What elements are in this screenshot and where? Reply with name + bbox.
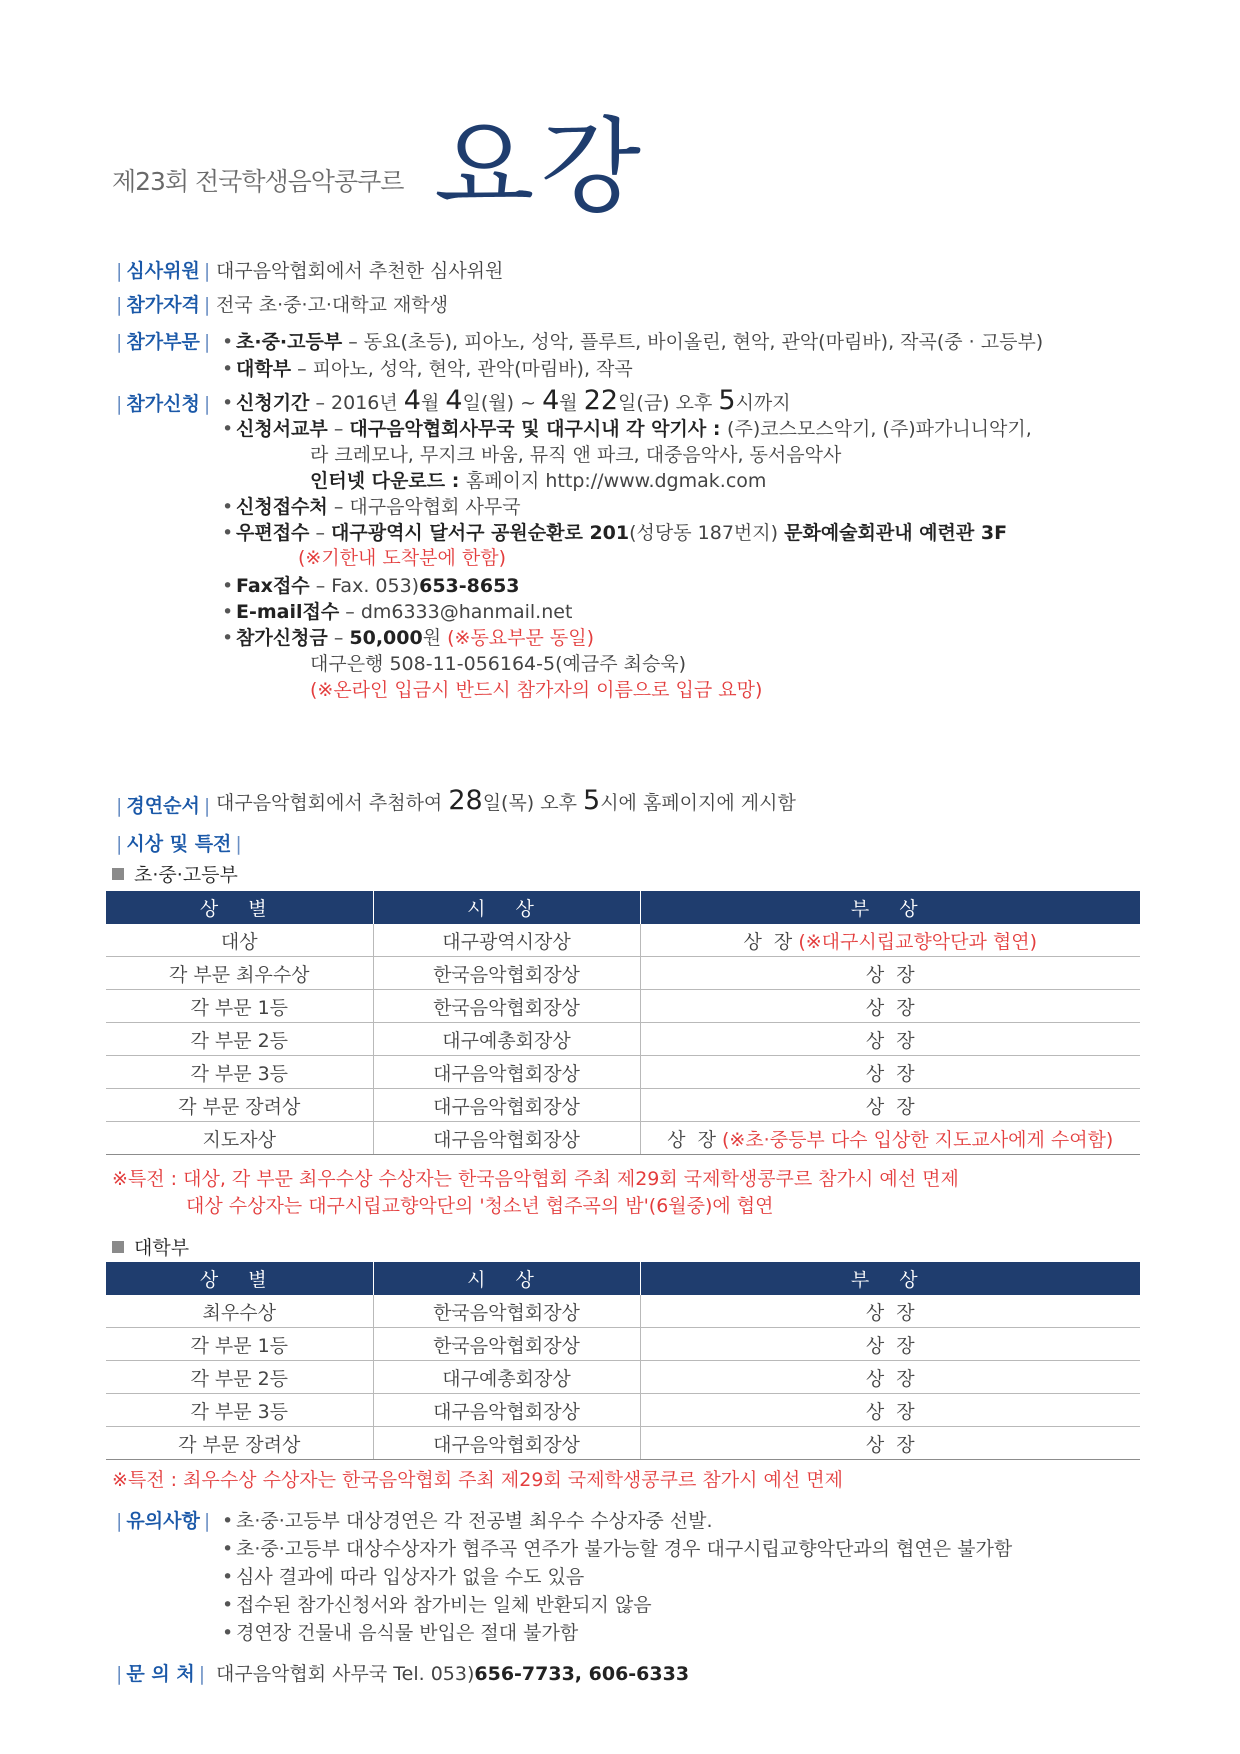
section-label: | 심사위원 | <box>116 260 211 282</box>
judges-value: 대구음악협회에서 추천한 심사위원 <box>216 260 504 282</box>
application-post: • 우편접수 – 대구광역시 달서구 공원순환로 201(성당동 187번지) 문화예술회관내 예련관 3F <box>222 522 1008 544</box>
university-group-title: 대학부 <box>112 1233 189 1260</box>
section-label: | 참가신청 | <box>116 393 211 415</box>
header-giver: 시 상 <box>373 1262 640 1295</box>
contact-value: 대구음악협회 사무국 Tel. 053)656-7733, 606-6333 <box>216 1663 690 1685</box>
section-label: | 유의사항 | <box>116 1510 211 1532</box>
header-giver: 시 상 <box>373 891 640 924</box>
division-item: • 대학부 – 피아노, 성악, 현악, 관악(마림바), 작곡 <box>222 358 633 380</box>
school-awards-table <box>106 891 1140 1155</box>
application-fax: • Fax접수 – Fax. 053)653-8653 <box>222 575 520 597</box>
table-header-row <box>106 891 1140 924</box>
bullet-icon: • <box>222 601 234 623</box>
section-label: | 참가부문 | <box>116 331 211 353</box>
application-forms-download: 인터넷 다운로드 : 홈페이지 http://www.dgmak.com <box>310 470 767 492</box>
section-label: | 문 의 처 | <box>116 1663 206 1685</box>
application-office: • 신청접수처 – 대구음악협회 사무국 <box>222 496 521 518</box>
application-period: • 신청기간 – 2016년 4월 4일(월) ~ 4월 22일(금) 오후 5시까지 <box>222 385 791 416</box>
table-row: 각 부문 최우수상 한국음악협회장상 상 장 <box>106 957 1140 990</box>
table-row: 각 부문 2등 대구예총회장상 상 장 <box>106 1023 1140 1056</box>
university-awards-table <box>106 1262 1140 1460</box>
table-row: 각 부문 3등 대구음악협회장상 상 장 <box>106 1394 1140 1427</box>
application-forms: • 신청서교부 – 대구음악협회사무국 및 대구시내 각 악기사 : (주)코스모스악기, (주)파가니니악기, <box>222 418 1032 440</box>
title-subtitle: 제23회 전국학생음악콩쿠르 <box>112 167 404 196</box>
notice-item: • 접수된 참가신청서와 참가비는 일체 반환되지 않음 <box>222 1594 652 1616</box>
header-award: 상 별 <box>106 891 373 924</box>
application-post-note: (※기한내 도착분에 한함) <box>298 547 507 569</box>
bullet-icon: • <box>222 1594 234 1616</box>
school-benefit-note-1: ※특전 : 대상, 각 부문 최우수상 수상자는 한국음악협회 주최 제29회 국제학생콩쿠르 참가시 예선 면제 <box>112 1168 959 1190</box>
table-row: 각 부문 1등 한국음악협회장상 상 장 <box>106 1328 1140 1361</box>
table-header-row <box>106 1262 1140 1295</box>
bullet-icon: • <box>222 1510 234 1532</box>
square-icon <box>112 868 124 880</box>
bullet-icon: • <box>222 627 234 649</box>
bullet-icon: • <box>222 331 234 353</box>
application-email: • E-mail접수 – dm6333@hanmail.net <box>222 601 573 623</box>
table-row: 각 부문 2등 대구예총회장상 상 장 <box>106 1361 1140 1394</box>
header-award: 상 별 <box>106 1262 373 1295</box>
application-forms-shops: 라 크레모나, 무지크 바움, 뮤직 앤 파크, 대중음악사, 동서음악사 <box>310 444 842 466</box>
bullet-icon: • <box>222 1622 234 1644</box>
table-row: 각 부문 3등 대구음악협회장상 상 장 <box>106 1056 1140 1089</box>
school-benefit-note-2: 대상 수상자는 대구시립교향악단의 '청소년 협주곡의 밤'(6월중)에 협연 <box>186 1195 774 1217</box>
title-block <box>112 106 1012 255</box>
bullet-icon: • <box>222 392 234 414</box>
notice-item: • 경연장 건물내 음식물 반입은 절대 불가함 <box>222 1622 579 1644</box>
application-fee-bank: 대구은행 508-11-056164-5(예금주 최승욱) <box>310 653 687 675</box>
header-prize: 부 상 <box>640 891 1140 924</box>
table-row: 대상 대구광역시장상 상 장 (※대구시립교향악단과 협연) <box>106 924 1140 957</box>
bullet-icon: • <box>222 522 234 544</box>
eligibility-value: 전국 초·중·고·대학교 재학생 <box>216 294 449 316</box>
notice-item: • 초·중·고등부 대상수상자가 협주곡 연주가 불가능할 경우 대구시립교향악단과의 협연은 불가함 <box>222 1538 1013 1560</box>
notice-item: • 초·중·고등부 대상경연은 각 전공별 최우수 수상자중 선발. <box>222 1510 713 1532</box>
application-fee: • 참가신청금 – 50,000원 (※동요부문 동일) <box>222 627 595 649</box>
university-benefit-note: ※특전 : 최우수상 수상자는 한국음악협회 주최 제29회 국제학생콩쿠르 참가시 예선 면제 <box>112 1469 843 1491</box>
bullet-icon: • <box>222 1538 234 1560</box>
application-fee-note: (※온라인 입금시 반드시 참가자의 이름으로 입금 요망) <box>310 679 763 701</box>
table-row: 각 부문 장려상 대구음악협회장상 상 장 <box>106 1089 1140 1122</box>
bullet-icon: • <box>222 418 234 440</box>
notice-item: • 심사 결과에 따라 입상자가 없을 수도 있음 <box>222 1566 585 1588</box>
table-row: 각 부문 장려상 대구음악협회장상 상 장 <box>106 1427 1140 1460</box>
bullet-icon: • <box>222 496 234 518</box>
bullet-icon: • <box>222 575 234 597</box>
order-value: 대구음악협회에서 추첨하여 28일(목) 오후 5시에 홈페이지에 게시함 <box>216 785 796 816</box>
square-icon <box>112 1241 124 1253</box>
section-label: | 시상 및 특전 | <box>116 833 242 855</box>
section-label: | 참가자격 | <box>116 294 211 316</box>
header-prize: 부 상 <box>640 1262 1140 1295</box>
bullet-icon: • <box>222 1566 234 1588</box>
table-row: 각 부문 1등 한국음악협회장상 상 장 <box>106 990 1140 1023</box>
email-link[interactable]: dm6333@hanmail.net <box>360 601 573 623</box>
table-row: 최우수상 한국음악협회장상 상 장 <box>106 1295 1140 1328</box>
school-group-title: 초·중·고등부 <box>112 860 238 887</box>
table-row: 지도자상 대구음악협회장상 상 장 (※초·중등부 다수 입상한 지도교사에게 수여함) <box>106 1122 1140 1155</box>
title-main: 요강 <box>434 106 647 228</box>
download-link[interactable]: 홈페이지 http://www.dgmak.com <box>465 470 767 492</box>
bullet-icon: • <box>222 358 234 380</box>
section-label: | 경연순서 | <box>116 795 211 817</box>
division-item: • 초·중·고등부 – 동요(초등), 피아노, 성악, 플루트, 바이올린, 현악, 관악(마림바), 작곡(중 · 고등부) <box>222 331 1044 353</box>
